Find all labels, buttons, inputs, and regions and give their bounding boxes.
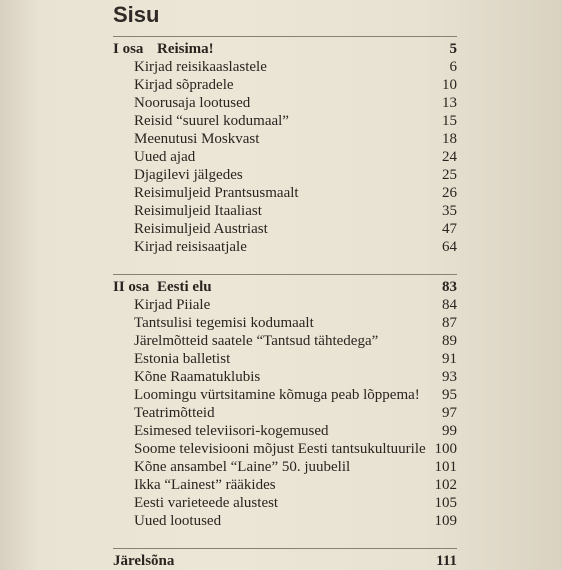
entry-title: Kirjad reisisaatjale [134,239,247,255]
page-number: 89 [442,333,457,349]
toc-entry [113,440,457,458]
toc-entry [113,350,457,368]
entry-title: Kirjad Piiale [134,297,211,313]
entry-title: Esimesed televiisori-kogemused [134,423,329,439]
toc-part-2 [113,278,457,296]
toc-entry [113,422,457,440]
divider [113,548,457,549]
entry-title: Järelmõtteid saatele “Tantsud tähtedega” [134,333,379,349]
entry-title: Estonia balletist [134,351,231,367]
toc-entry [113,220,457,238]
toc-entry [113,476,457,494]
page-number: 64 [442,239,457,255]
page-number: 15 [442,113,457,129]
entry-title: Soome televisiooni mõjust Eesti tantsukultuurile [134,441,426,457]
toc-entry [113,458,457,476]
entry-title: Reisimuljeid Austriast [134,221,268,237]
page-number: 97 [442,405,457,421]
toc-afterword [113,552,457,570]
entry-title: Reisid “suurel kodumaal” [134,113,289,129]
entry-title: Uued lootused [134,513,222,529]
entry-title: Reisimuljeid Prantsusmaalt [134,185,299,201]
toc-entry [113,368,457,386]
toc-entry [113,130,457,148]
page-number: 99 [442,423,457,439]
page-number: 87 [442,315,457,331]
entry-title: Ikka “Lainest” rääkides [134,477,276,493]
page-number: 95 [442,387,457,403]
page-number: 10 [442,77,457,93]
part-number: I osa [113,41,144,57]
page-number: 25 [442,167,457,183]
toc-entry [113,58,457,76]
part-title: Reisima! [157,41,214,57]
page-number: 24 [442,149,457,165]
toc-entry [113,202,457,220]
entry-title: Reisimuljeid Itaaliast [134,203,262,219]
toc-entry [113,238,457,256]
table-of-contents [113,36,457,570]
page-number: 18 [442,131,457,147]
page-number: 35 [442,203,457,219]
toc-entry [113,184,457,202]
entry-title: Djagilevi jälgedes [134,167,243,183]
toc-entry [113,76,457,94]
toc-entry [113,314,457,332]
entry-title: Kirjad reisikaaslastele [134,59,267,75]
page-number: 100 [434,441,457,457]
toc-entry [113,94,457,112]
page-number: 102 [434,477,457,493]
toc-entry [113,296,457,314]
page-number: 83 [442,279,457,295]
page-number: 47 [442,221,457,237]
toc-part-1 [113,40,457,58]
toc-entry [113,512,457,530]
page-number: 84 [442,297,457,313]
entry-title: Eesti varieteede alustest [134,495,279,511]
page-number: 101 [434,459,457,475]
page-number: 91 [442,351,457,367]
page-number: 105 [434,495,457,511]
entry-title: Kirjad sõpradele [134,77,234,93]
entry-title: Teatrimõtteid [134,405,215,421]
toc-entry [113,112,457,130]
page-number: 111 [436,553,457,569]
page-number: 6 [449,59,457,75]
entry-title: Noorusaja lootused [134,95,251,111]
toc-entry [113,386,457,404]
toc-heading: Sisu [113,2,160,27]
page-number: 5 [449,41,457,57]
page-number: 109 [434,513,457,529]
entry-title: Kõne ansambel “Laine” 50. juubelil [134,459,351,475]
page-number: 93 [442,369,457,385]
toc-entry [113,148,457,166]
entry-title: Meenutusi Moskvast [134,131,260,147]
afterword-label: Järelsõna [113,553,175,569]
entry-title: Kõne Raamatuklubis [134,369,261,385]
page-number: 26 [442,185,457,201]
part-number: II osa [113,279,150,295]
toc-entry [113,166,457,184]
page-number: 13 [442,95,457,111]
entry-title: Tantsulisi tegemisi kodumaalt [134,315,314,331]
part-title: Eesti elu [157,279,212,295]
entry-title: Uued ajad [134,149,196,165]
toc-entry [113,332,457,350]
toc-entry [113,404,457,422]
divider [113,274,457,275]
entry-title: Loomingu vürtsitamine kõmuga peab lõppema! [134,387,420,403]
divider [113,36,457,37]
toc-entry [113,494,457,512]
